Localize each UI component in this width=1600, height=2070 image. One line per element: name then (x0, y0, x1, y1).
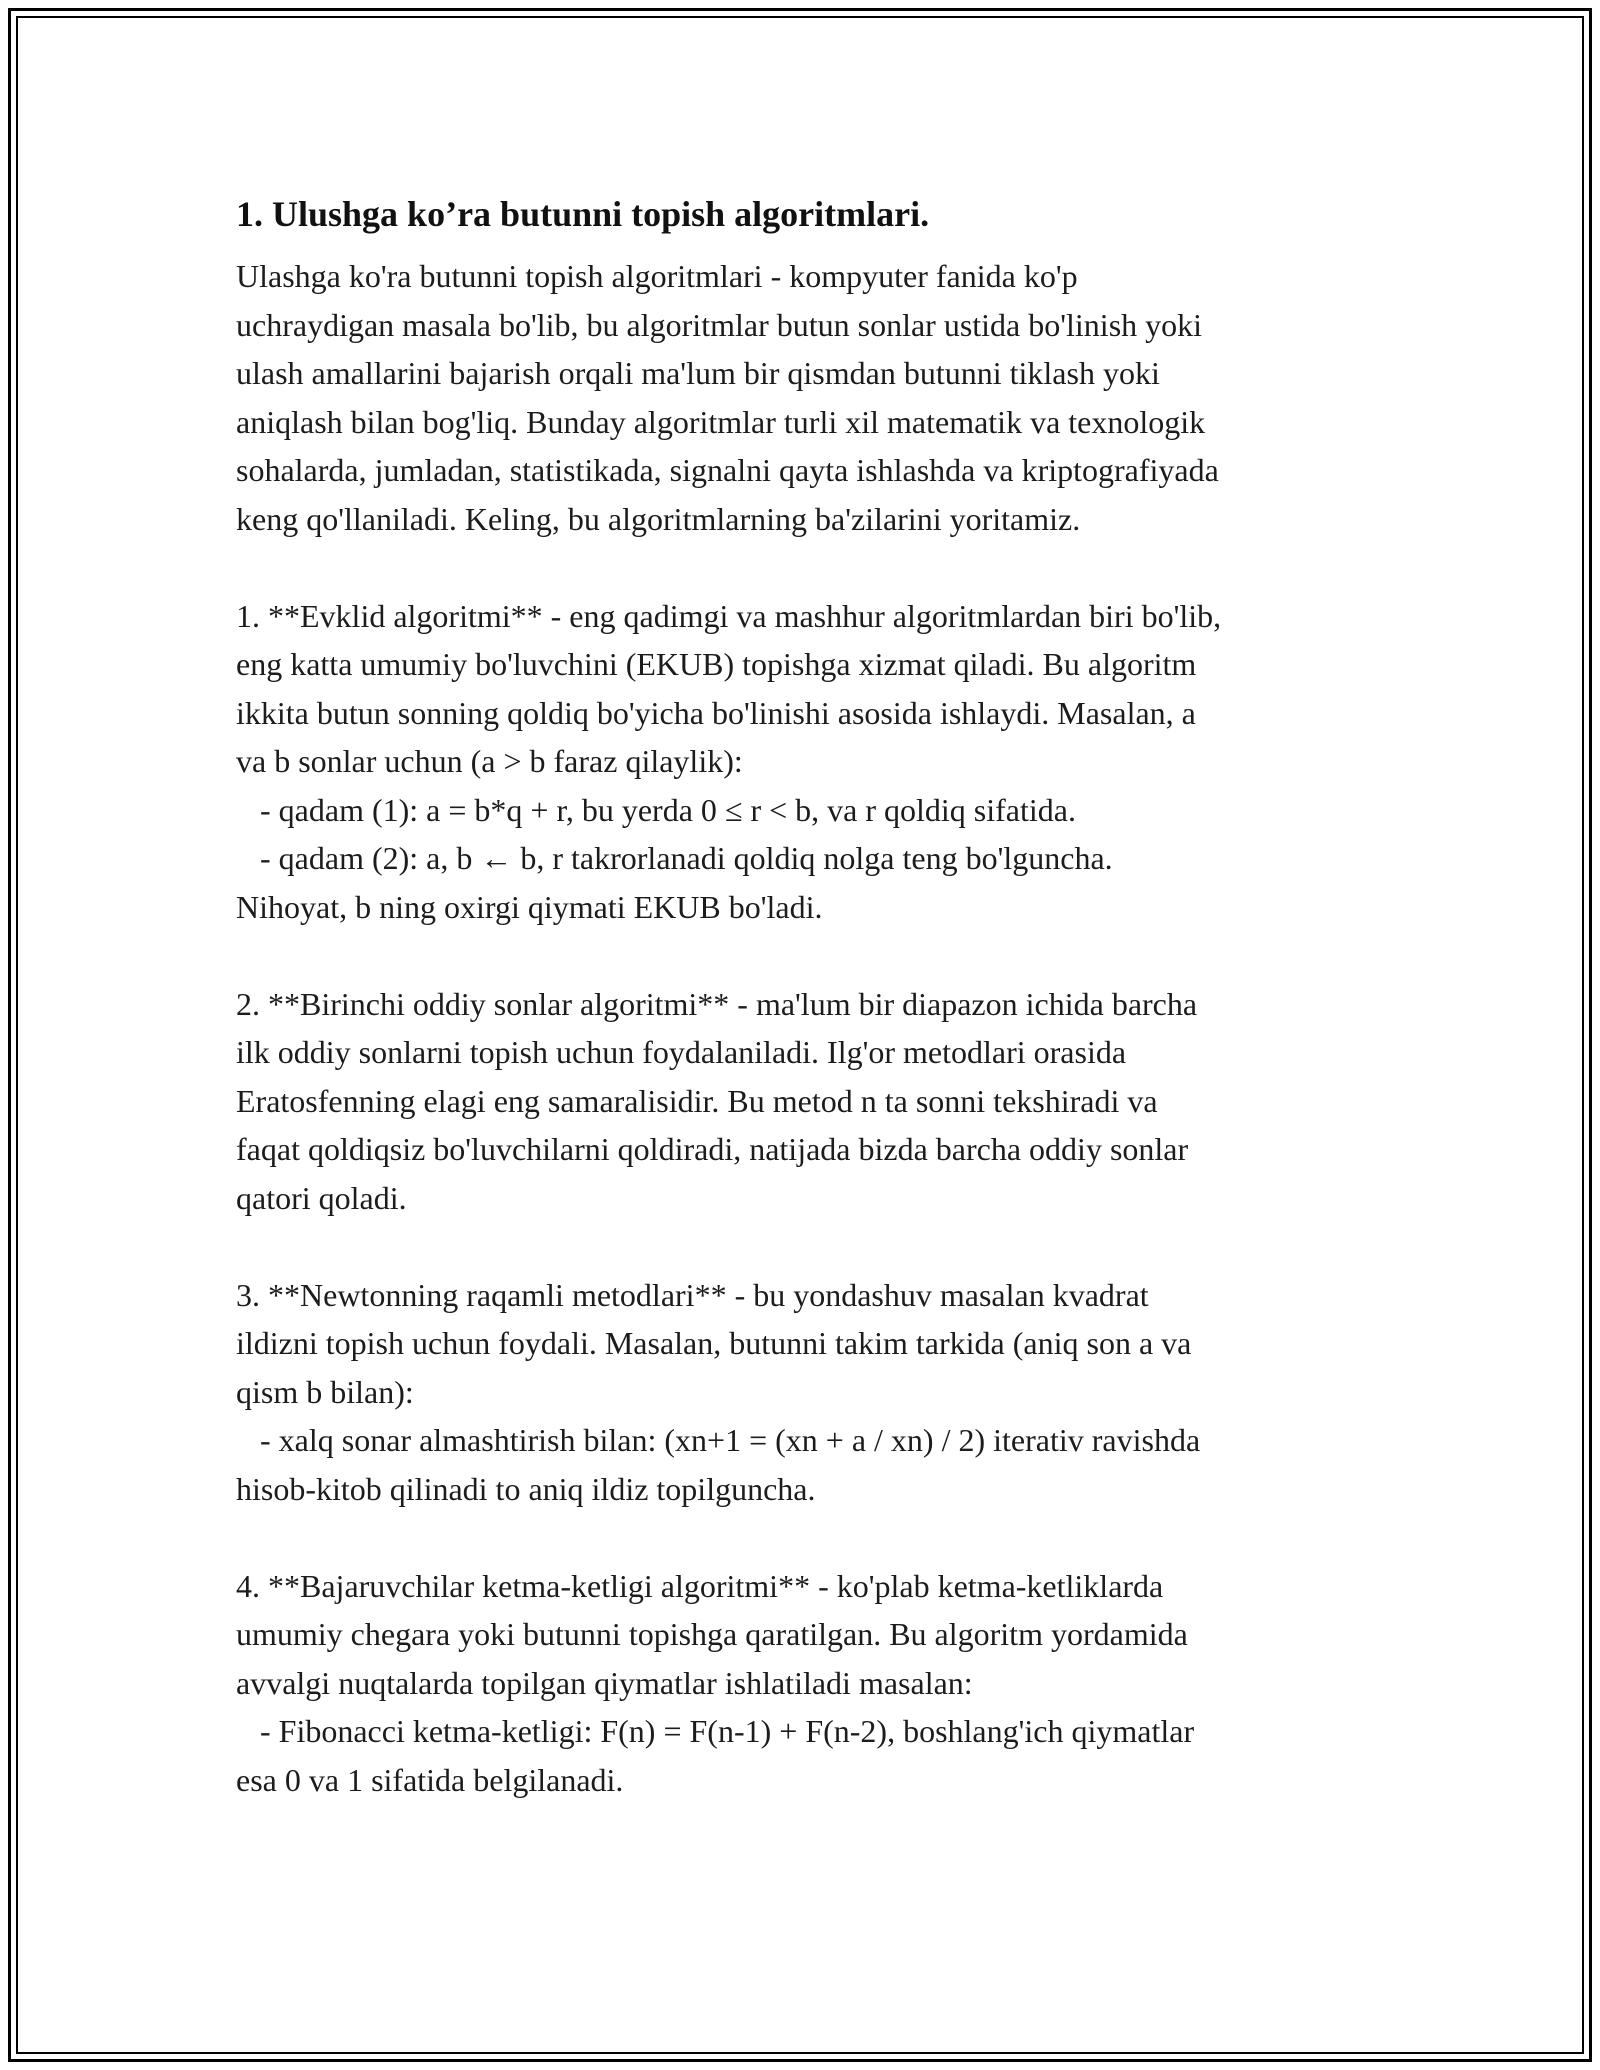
text-line: 4. **Bajaruvchilar ketma-ketligi algoritmi** - ko'plab ketma-ketliklarda (236, 1567, 1164, 1604)
text-line: eng katta umumiy bo'luvchini (EKUB) topishga xizmat qiladi. Bu algoritm (236, 646, 1197, 682)
text-line: va b sonlar uchun (a > b faraz qilaylik): (236, 743, 743, 779)
text-line: - Fibonacci ketma-ketligi: F(n) = F(n-1) + F(n-2), boshlang'ich qiymatlar (236, 1713, 1195, 1749)
paragraph-gap (236, 1513, 1376, 1562)
paragraph-gap (236, 931, 1376, 980)
text-line: Ulashga ko'ra butunni topish algoritmlari - kompyuter fanida ko'p (236, 258, 1078, 294)
text-line: qatori qoladi. (236, 1179, 407, 1216)
text-line: esa 0 va 1 sifatida belgilanadi. (236, 1761, 624, 1798)
document-body (236, 186, 1376, 1804)
text-line: 1. **Evklid algoritmi** - eng qadimgi va mashhur algoritmlardan biri bo'lib, (236, 597, 1222, 634)
text-line: faqat qoldiqsiz bo'luvchilarni qoldiradi, natijada bizda barcha oddiy sonlar (236, 1131, 1189, 1167)
text-line: qism b bilan): (236, 1373, 414, 1410)
text-line: aniqlash bilan bog'liq. Bunday algoritmlar turli xil matematik va texnologik (236, 403, 1206, 440)
text-line: umumiy chegara yoki butunni topishga qaratilgan. Bu algoritm yordamida (236, 1616, 1188, 1652)
text-line: Nihoyat, b ning oxirgi qiymati EKUB bo'ladi. (236, 888, 823, 925)
intro-paragraph (236, 252, 1376, 543)
text-line: keng qo'llaniladi. Keling, bu algoritmlarning ba'zilarini yoritamiz. (236, 500, 1081, 537)
text-line: - qadam (2): a, b ← b, r takrorlanadi qoldiq nolga teng bo'lguncha. (236, 840, 1113, 876)
text-line: - xalq sonar almashtirish bilan: (xn+1 = (xn + a / xn) / 2) iterativ ravishda (236, 1422, 1201, 1458)
text-line: - qadam (1): a = b*q + r, bu yerda 0 ≤ r < b, va r qoldiq sifatida. (236, 791, 1076, 828)
text-line: ilk oddiy sonlarni topish uchun foydalaniladi. Ilg'or metodlari orasida (236, 1034, 1127, 1070)
paragraph-gap (236, 1222, 1376, 1271)
text-line: 2. **Birinchi oddiy sonlar algoritmi** - ma'lum bir diapazon ichida barcha (236, 985, 1198, 1022)
paragraph-gap (236, 543, 1376, 592)
text-line: 3. **Newtonning raqamli metodlari** - bu yondashuv masalan kvadrat (236, 1276, 1149, 1313)
prime-numbers-paragraph (236, 980, 1376, 1223)
text-line: Eratosfenning elagi eng samaralisidir. Bu metod n ta sonni tekshiradi va (236, 1082, 1158, 1119)
text-line: ildizni topish uchun foydali. Masalan, butunni takim tarkida (aniq son a va (236, 1325, 1192, 1361)
section-heading: 1. Ulushga ko’ra butunni topish algoritmlari. (236, 194, 930, 234)
text-line: sohalarda, jumladan, statistikada, signalni qayta ishlashda va kriptografiyada (236, 452, 1219, 488)
text-line: avvalgi nuqtalarda topilgan qiymatlar ishlatiladi masalan: (236, 1664, 973, 1701)
sequence-algorithm-paragraph (236, 1562, 1376, 1805)
text-line: ulash amallarini bajarish orqali ma'lum bir qismdan butunni tiklash yoki (236, 355, 1160, 391)
text-line: uchraydigan masala bo'lib, bu algoritmlar butun sonlar ustida bo'linish yoki (236, 306, 1203, 343)
newton-methods-paragraph (236, 1271, 1376, 1514)
text-line: hisob-kitob qilinadi to aniq ildiz topilguncha. (236, 1470, 816, 1507)
euclid-algorithm-paragraph (236, 592, 1376, 932)
text-line: ikkita butun sonning qoldiq bo'yicha bo'linishi asosida ishlaydi. Masalan, a (236, 694, 1196, 731)
